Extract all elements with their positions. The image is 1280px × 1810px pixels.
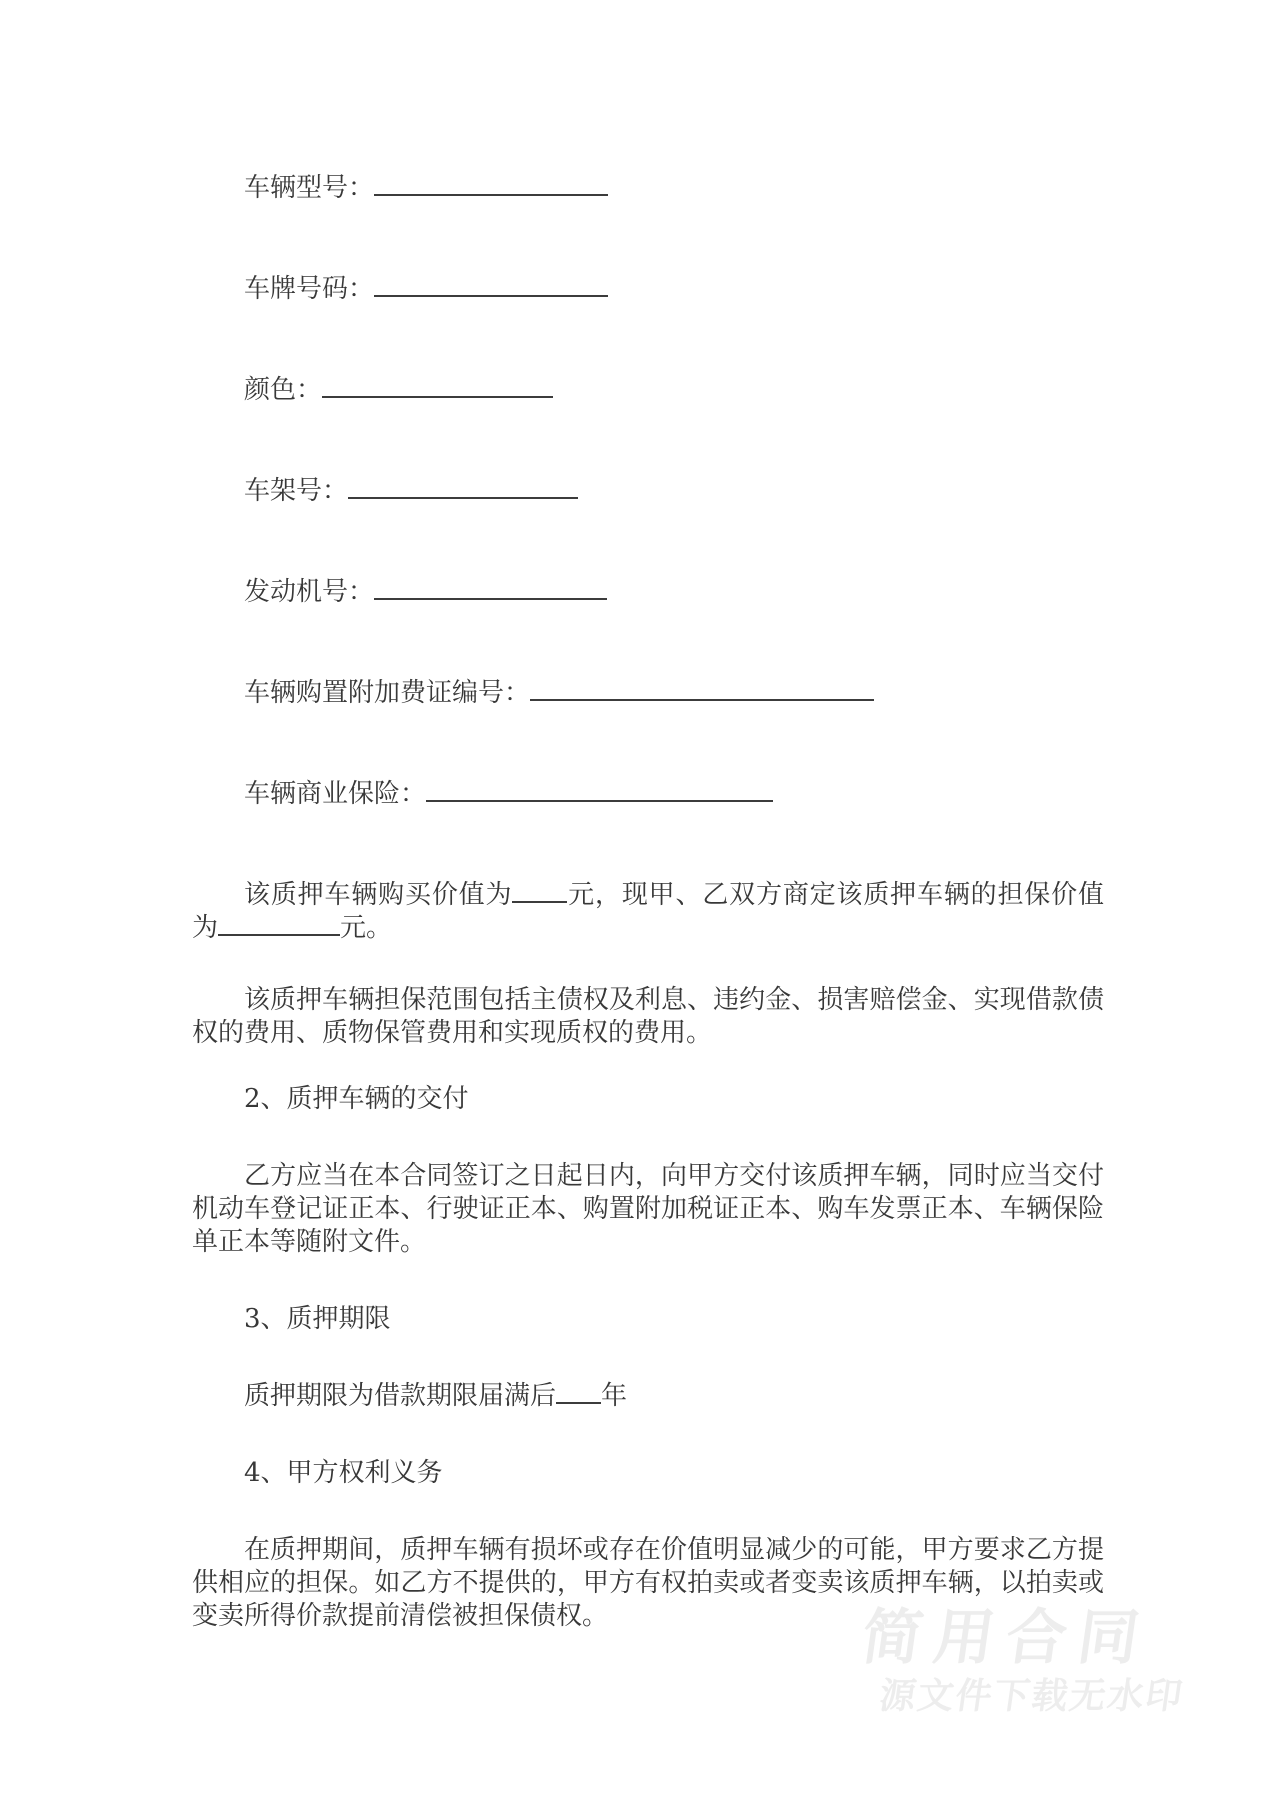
blank-line: [218, 912, 340, 936]
watermark-subtitle-text: 源文件下载无水印: [876, 1676, 1187, 1717]
blank-line: [556, 1380, 601, 1404]
heading-pledge-term: 3、质押期限: [244, 1304, 391, 1334]
paragraph-delivery-terms: 乙方应当在本合同签订之日起日内，向甲方交付该质押车辆，同时应当交付机动车登记证正本、行驶证正本、购置附加税证正本、购车发票正本、车辆保险单正本等随附文件。: [192, 1161, 1104, 1257]
blank-line: [374, 172, 608, 196]
field-label: 车牌号码：: [244, 274, 375, 304]
text-run: 该质押车辆购买价值为: [244, 880, 513, 910]
field-label: 车辆型号：: [244, 173, 375, 203]
blank-line: [348, 475, 578, 499]
blank-line: [374, 576, 607, 600]
field-purchase-surcharge-cert-number: [192, 677, 1104, 710]
text-run: 年: [601, 1381, 628, 1411]
field-label: 车架号：: [244, 476, 349, 506]
paragraph-pledge-value: [192, 879, 1104, 945]
field-frame-number: [192, 475, 1104, 508]
paragraph-guarantee-scope: 该质押车辆担保范围包括主债权及利息、违约金、损害赔偿金、实现借款债权的费用、质物保管费用和实现质权的费用。: [192, 985, 1104, 1048]
watermark-logo-text: 简用合同: [857, 1603, 1156, 1673]
field-label: 颜色：: [244, 375, 323, 405]
text-run: 元，现甲、乙双方商定该质押车辆的担保价值为: [192, 880, 1104, 943]
field-vehicle-model: [192, 172, 1104, 205]
field-plate-number: [192, 273, 1104, 306]
heading-party-a-rights: 4、甲方权利义务: [244, 1458, 443, 1488]
field-commercial-insurance: [192, 778, 1104, 811]
blank-line: [512, 879, 567, 903]
paragraph-party-a-rights: 在质押期间，质押车辆有损坏或存在价值明显减少的可能，甲方要求乙方提供相应的担保。如乙方不提供的，甲方有权拍卖或者变卖该质押车辆，以拍卖或变卖所得价款提前清偿被担保债权。: [192, 1535, 1104, 1631]
blank-line: [374, 273, 608, 297]
text-run: 质押期限为借款期限届满后: [244, 1381, 557, 1411]
blank-line: [426, 778, 773, 802]
blank-line: [322, 374, 553, 398]
field-color: [192, 374, 1104, 407]
heading-vehicle-delivery: 2、质押车辆的交付: [244, 1084, 469, 1114]
paragraph-pledge-term: [192, 1380, 1104, 1413]
contract-body: [192, 172, 1104, 1633]
text-run: 元。: [340, 913, 393, 943]
field-label: 车辆商业保险：: [244, 779, 427, 809]
blank-line: [530, 677, 874, 701]
field-engine-number: [192, 576, 1104, 609]
field-label: 发动机号：: [244, 577, 375, 607]
field-label: 车辆购置附加费证编号：: [244, 678, 531, 708]
